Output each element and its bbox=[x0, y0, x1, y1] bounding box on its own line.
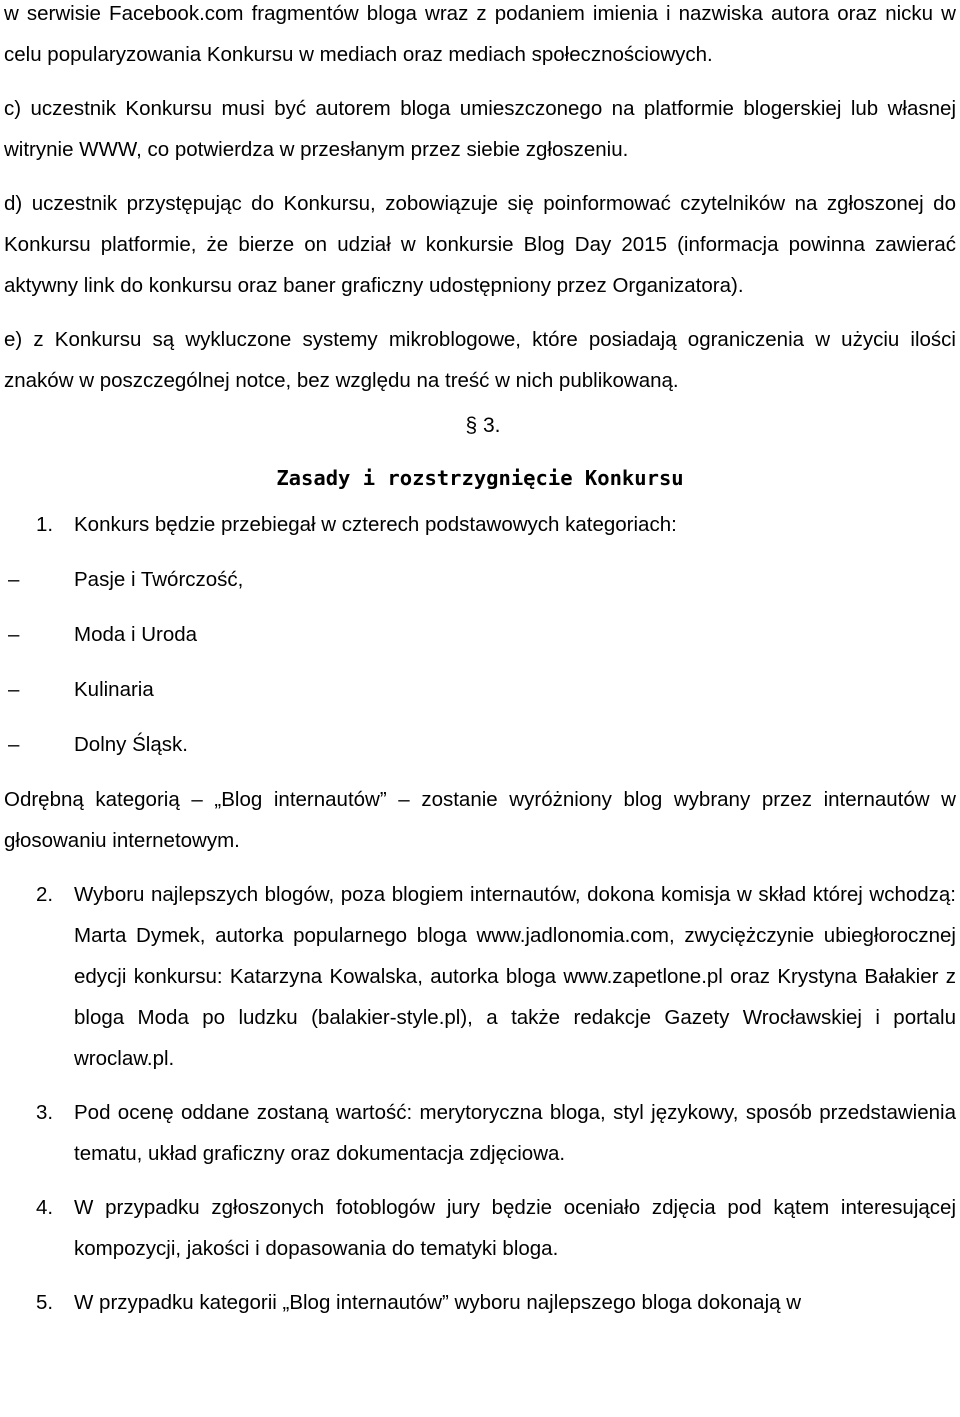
numbered-item-4 bbox=[4, 1187, 956, 1269]
item-text: Wyboru najlepszych blogów, poza blogiem internautów, dokona komisja w skład której wchodzą: Marta Dymek, autorka popularnego bloga www.jadlonomia.com, zwyciężczynie ubiegłorocznej edycji konkursu: Katarzyna Kowalska, autorka bloga www.zapetlone.pl oraz Krystyna Bałakier z bloga Moda po ludzku (balakier-style.pl), a także redakcje Gazety Wrocławskiej i portalu wroclaw.pl. bbox=[74, 883, 956, 1070]
dash-bullet: – bbox=[8, 568, 20, 591]
category-item bbox=[4, 724, 956, 779]
paragraph-point-c: c) uczestnik Konkursu musi być autorem bloga umieszczonego na platformie blogerskiej lub własnej witrynie WWW, co potwierdza w przesłanym przez siebie zgłoszeniu. bbox=[4, 97, 956, 161]
paragraph-point-d: d) uczestnik przystępując do Konkursu, zobowiązuje się poinformować czytelników na zgłoszonej do Konkursu platformie, że bierze on udział w konkursie Blog Day 2015 (informacja powinna zawierać aktywny link do konkursu oraz baner graficzny udostępniony przez Organizatora). bbox=[4, 192, 956, 297]
category-label: Kulinaria bbox=[74, 678, 154, 701]
paragraph-point-e: e) z Konkursu są wykluczone systemy mikroblogowe, które posiadają ograniczenia w użyciu ilości znaków w poszczególnej notce, bez względu na treść w nich publikowaną. bbox=[4, 328, 956, 392]
category-item bbox=[4, 614, 956, 669]
section-title: Zasady i rozstrzygnięcie Konkursu bbox=[276, 466, 684, 490]
numbered-item-2 bbox=[4, 874, 956, 1079]
numbered-item-3 bbox=[4, 1092, 956, 1174]
dash-bullet: – bbox=[8, 733, 20, 756]
item-text: W przypadku kategorii „Blog internautów” wyboru najlepszego bloga dokonają w bbox=[74, 1291, 802, 1314]
item-number: 4. bbox=[36, 1196, 54, 1219]
category-list bbox=[4, 559, 956, 779]
numbered-item-1 bbox=[4, 504, 956, 545]
item-text: Konkurs będzie przebiegał w czterech podstawowych kategoriach: bbox=[74, 513, 677, 536]
dash-bullet: – bbox=[8, 678, 20, 701]
item-number: 3. bbox=[36, 1101, 54, 1124]
paragraph-separate-category: Odrębną kategorią – „Blog internautów” – zostanie wyróżniony blog wybrany przez internautów w głosowaniu internetowym. bbox=[4, 788, 956, 852]
item-text: Pod ocenę oddane zostaną wartość: merytoryczna bloga, styl językowy, sposób przedstawienia tematu, układ graficzny oraz dokumentacja zdjęciowa. bbox=[74, 1101, 956, 1165]
item-number: 1. bbox=[36, 513, 54, 536]
item-number: 2. bbox=[36, 883, 54, 906]
numbered-item-5 bbox=[4, 1282, 956, 1323]
dash-bullet: – bbox=[8, 623, 20, 646]
category-label: Dolny Śląsk. bbox=[74, 733, 188, 756]
document-page bbox=[4, 0, 956, 1323]
category-label: Moda i Uroda bbox=[74, 623, 198, 646]
item-text: W przypadku zgłoszonych fotoblogów jury będzie oceniało zdjęcia pod kątem interesującej kompozycji, jakości i dopasowania do tematyki bloga. bbox=[74, 1196, 956, 1260]
item-number: 5. bbox=[36, 1291, 54, 1314]
category-item bbox=[4, 559, 956, 614]
section-number: § 3. bbox=[465, 414, 501, 437]
category-item bbox=[4, 669, 956, 724]
category-label: Pasje i Twórczość, bbox=[74, 568, 244, 591]
paragraph-intro-continuation: w serwisie Facebook.com fragmentów bloga wraz z podaniem imienia i nazwiska autora oraz nicku w celu popularyzowania Konkursu w mediach oraz mediach społecznościowych. bbox=[4, 2, 956, 66]
